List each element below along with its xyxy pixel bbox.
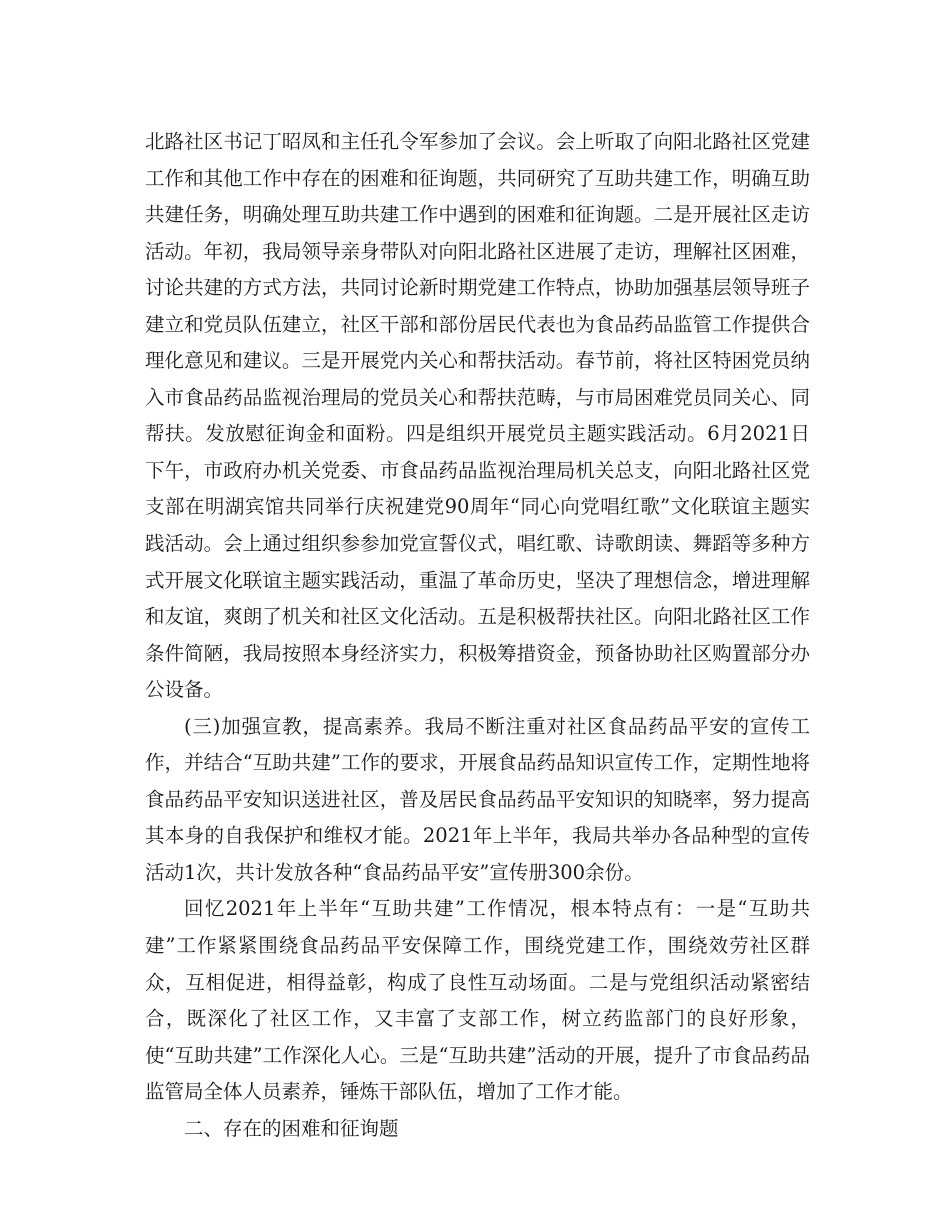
- paragraph-continuation: 北路社区书记丁昭凤和主任孔令军参加了会议。会上听取了向阳北路社区党建工作和其他工作中存在的困难和征询题，共同研究了互助共建工作，明确互助共建任务，明确处理互助共建工作中遇到的困难和征询题。二是开展社区走访活动。年初，我局领导亲身带队对向阳北路社区进展了走访，理解社区困难，讨论共建的方式方法，共同讨论新时期党建工作特点，协助加强基层领导班子建立和党员队伍建立，社区干部和部份居民代表也为食品药品监管工作提供合理化意见和建议。三是开展党内关心和帮扶活动。春节前，将社区特困党员纳入市食品药品监视治理局的党员关心和帮扶范畴，与市局困难党员同关心、同帮扶。发放慰征询金和面粉。四是组织开展党员主题实践活动。6月2021日下午，市政府办机关党委、市食品药品监视治理局机关总支，向阳北路社区党支部在明湖宾馆共同举行庆祝建党90周年“同心向党唱红歌”文化联谊主题实践活动。会上通过组织参参加党宣誓仪式，唱红歌、诗歌朗读、舞蹈等多种方式开展文化联谊主题实践活动，重温了革命历史，坚决了理想信念，增进理解和友谊，爽朗了机关和社区文化活动。五是积极帮扶社区。向阳北路社区工作条件简陋，我局按照本身经济实力，积极筹措资金，预备协助社区购置部分办公设备。: [145, 130, 810, 702]
- document-body: [145, 124, 810, 1147]
- paragraph-review: 回忆2021年上半年“互助共建”工作情况，根本特点有：一是“互助共建”工作紧紧围绕食品药品平安保障工作，围绕党建工作，围绕效劳社区群众，互相促进，相得益彰，构成了良性互动场面。二是与党组织活动紧密结合，既深化了社区工作，又丰富了支部工作，树立药监部门的良好形象，使“互助共建”工作深化人心。三是“互助共建”活动的开展，提升了市食品药品监管局全体人员素养，锤炼干部队伍，增加了工作才能。: [145, 897, 810, 1104]
- paragraph-publicity: (三)加强宣教，提高素养。我局不断注重对社区食品药品平安的宣传工作，并结合“互助共建”工作的要求，开展食品药品知识宣传工作，定期性地将食品药品平安知识送进社区，普及居民食品药品平安知识的知晓率，努力提高其本身的自我保护和维权才能。2021年上半年，我局共举办各品种型的宣传活动1次，共计发放各种“食品药品平安”宣传册300余份。: [145, 714, 810, 884]
- section-heading: 二、存在的困难和征询题: [184, 1116, 399, 1140]
